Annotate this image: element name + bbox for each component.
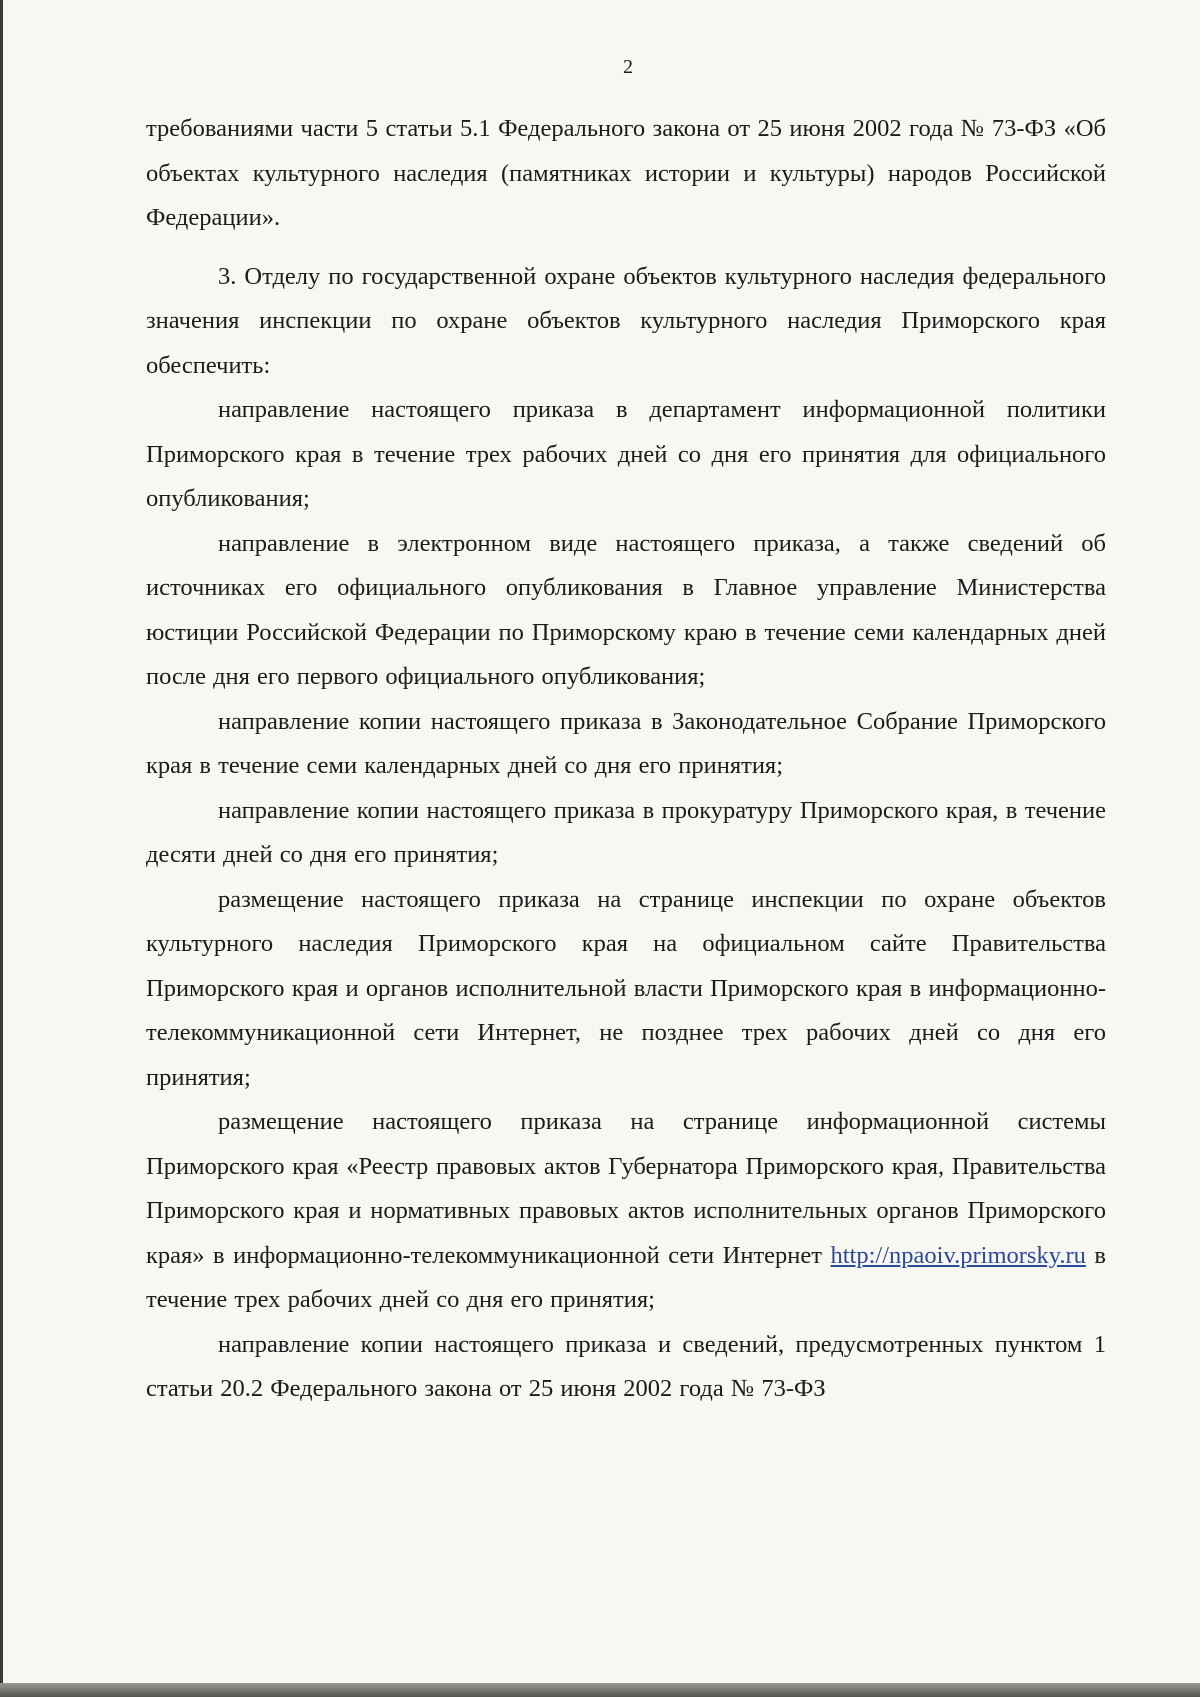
paragraph-ministry-justice: направление в электронном виде настоящего приказа, а также сведений об источниках его официального опубликования в Главное управление Министерства юстиции Российской Федерации по Приморскому краю в течение семи календарных дней после дня его первого официального опубликования; — [146, 529, 1106, 690]
paragraph-official-site: размещение настоящего приказа на странице инспекции по охране объектов культурного наследия Приморского края на официальном сайте Правительства Приморского края и органов исполнительной власти Приморского края в информационно-телекоммуникационной сети Интернет, не позднее трех рабочих дней со дня его принятия; — [146, 885, 1106, 1091]
paragraph-registry — [146, 1100, 1106, 1323]
paragraph-prosecutor: направление копии настоящего приказа в прокуратуру Приморского края, в течение десяти дней со дня его принятия; — [146, 796, 1106, 868]
paragraph-item-3: 3. Отделу по государственной охране объектов культурного наследия федерального значения инспекции по охране объектов культурного наследия Приморского края обеспечить: — [146, 262, 1106, 379]
registry-text-before-link: размещение настоящего приказа на странице информационной системы Приморского края «Реестр правовых актов Губернатора Приморского края, Правительства Приморского края и нормативных правовых актов исполнительных органов Приморского края» в информационно-телекоммуникационной сети Интернет — [146, 1108, 1106, 1269]
page-number: 2 — [623, 56, 633, 78]
scan-bottom-edge — [0, 1683, 1200, 1697]
registry-text-after-link: в течение трех рабочих дней со дня его принятия; — [146, 1241, 1106, 1313]
registry-link[interactable]: http://npaoiv.primorsky.ru — [830, 1241, 1086, 1269]
paragraph-copy-info: направление копии настоящего приказа и сведений, предусмотренных пунктом 1 статьи 20.2 Федерального закона от 25 июня 2002 года № 73-ФЗ — [146, 1330, 1106, 1402]
paragraph-legislative-assembly: направление копии настоящего приказа в Законодательное Собрание Приморского края в течение семи календарных дней со дня его принятия; — [146, 707, 1106, 779]
scan-left-edge — [0, 0, 3, 1697]
document-body — [146, 107, 1106, 1412]
paragraph-continuation: требованиями части 5 статьи 5.1 Федерального закона от 25 июня 2002 года № 73-ФЗ «Об объектах культурного наследия (памятниках истории и культуры) народов Российской Федерации». — [146, 115, 1106, 231]
paragraph-info-policy: направление настоящего приказа в департамент информационной политики Приморского края в течение трех рабочих дней со дня его принятия для официального опубликования; — [146, 396, 1106, 512]
